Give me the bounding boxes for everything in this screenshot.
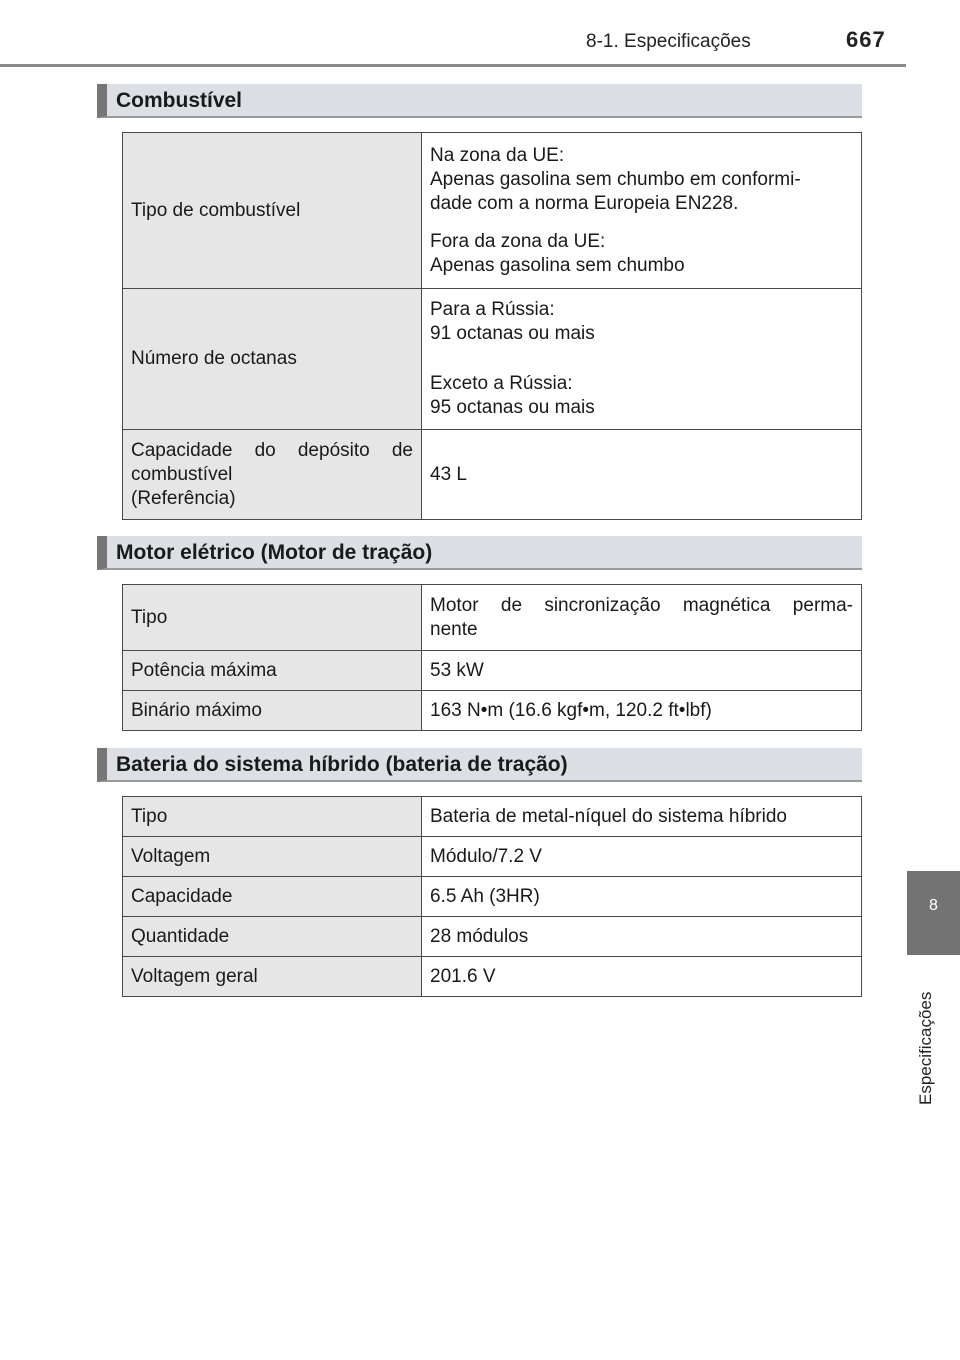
page-number: 667: [846, 27, 886, 52]
total-voltage-label: Voltagem geral: [123, 957, 422, 997]
chapter-label: Especificações: [916, 991, 935, 1105]
battery-type-label: Tipo: [123, 797, 422, 837]
total-voltage-value: 201.6 V: [422, 957, 862, 997]
header-divider: [0, 64, 906, 67]
motor-type-label: Tipo: [123, 585, 422, 651]
max-torque-label: Binário máximo: [123, 691, 422, 731]
table-row: [123, 797, 862, 837]
battery-type-value: Bateria de metal-níquel do sistema híbrido: [422, 797, 862, 837]
table-row: [123, 289, 862, 430]
motor-table: [122, 584, 862, 731]
octane-label: Número de octanas: [123, 289, 422, 430]
fuel-type-label: Tipo de combustível: [123, 133, 422, 289]
max-power-label: Potência máxima: [123, 651, 422, 691]
chapter-tab[interactable]: [907, 871, 960, 955]
tank-capacity-value: 43 L: [422, 430, 862, 520]
voltage-value: Módulo/7.2 V: [422, 837, 862, 877]
max-torque-value: 163 N•m (16.6 kgf•m, 120.2 ft•lbf): [422, 691, 862, 731]
voltage-label: Voltagem: [123, 837, 422, 877]
table-row: [123, 691, 862, 731]
table-row: [123, 585, 862, 651]
section-heading-fuel: Combustível: [97, 84, 862, 118]
table-row: [123, 837, 862, 877]
tank-capacity-label: Capacidade do depósito de combustível (Referência): [123, 430, 422, 520]
max-power-value: 53 kW: [422, 651, 862, 691]
quantity-value: 28 módulos: [422, 917, 862, 957]
quantity-label: Quantidade: [123, 917, 422, 957]
capacity-label: Capacidade: [123, 877, 422, 917]
capacity-value: 6.5 Ah (3HR): [422, 877, 862, 917]
table-row: [123, 430, 862, 520]
section-title: 8-1. Especificações: [586, 31, 751, 52]
table-row: [123, 651, 862, 691]
battery-table: [122, 796, 862, 997]
fuel-type-value: Na zona da UE: Apenas gasolina sem chumbo em conformi- dade com a norma Europeia EN228. Fora da zona da UE: Apenas gasolina sem chumbo: [422, 133, 862, 289]
fuel-table: [122, 132, 862, 520]
chapter-number: 8: [929, 897, 938, 914]
section-heading-motor: Motor elétrico (Motor de tração): [97, 536, 862, 570]
section-heading-battery: Bateria do sistema híbrido (bateria de tração): [97, 748, 862, 782]
table-row: [123, 877, 862, 917]
table-row: [123, 957, 862, 997]
table-row: [123, 133, 862, 289]
table-row: [123, 917, 862, 957]
octane-value: Para a Rússia: 91 octanas ou mais Exceto a Rússia: 95 octanas ou mais: [422, 289, 862, 430]
motor-type-value: Motor de sincronização magnética perma- nente: [422, 585, 862, 651]
